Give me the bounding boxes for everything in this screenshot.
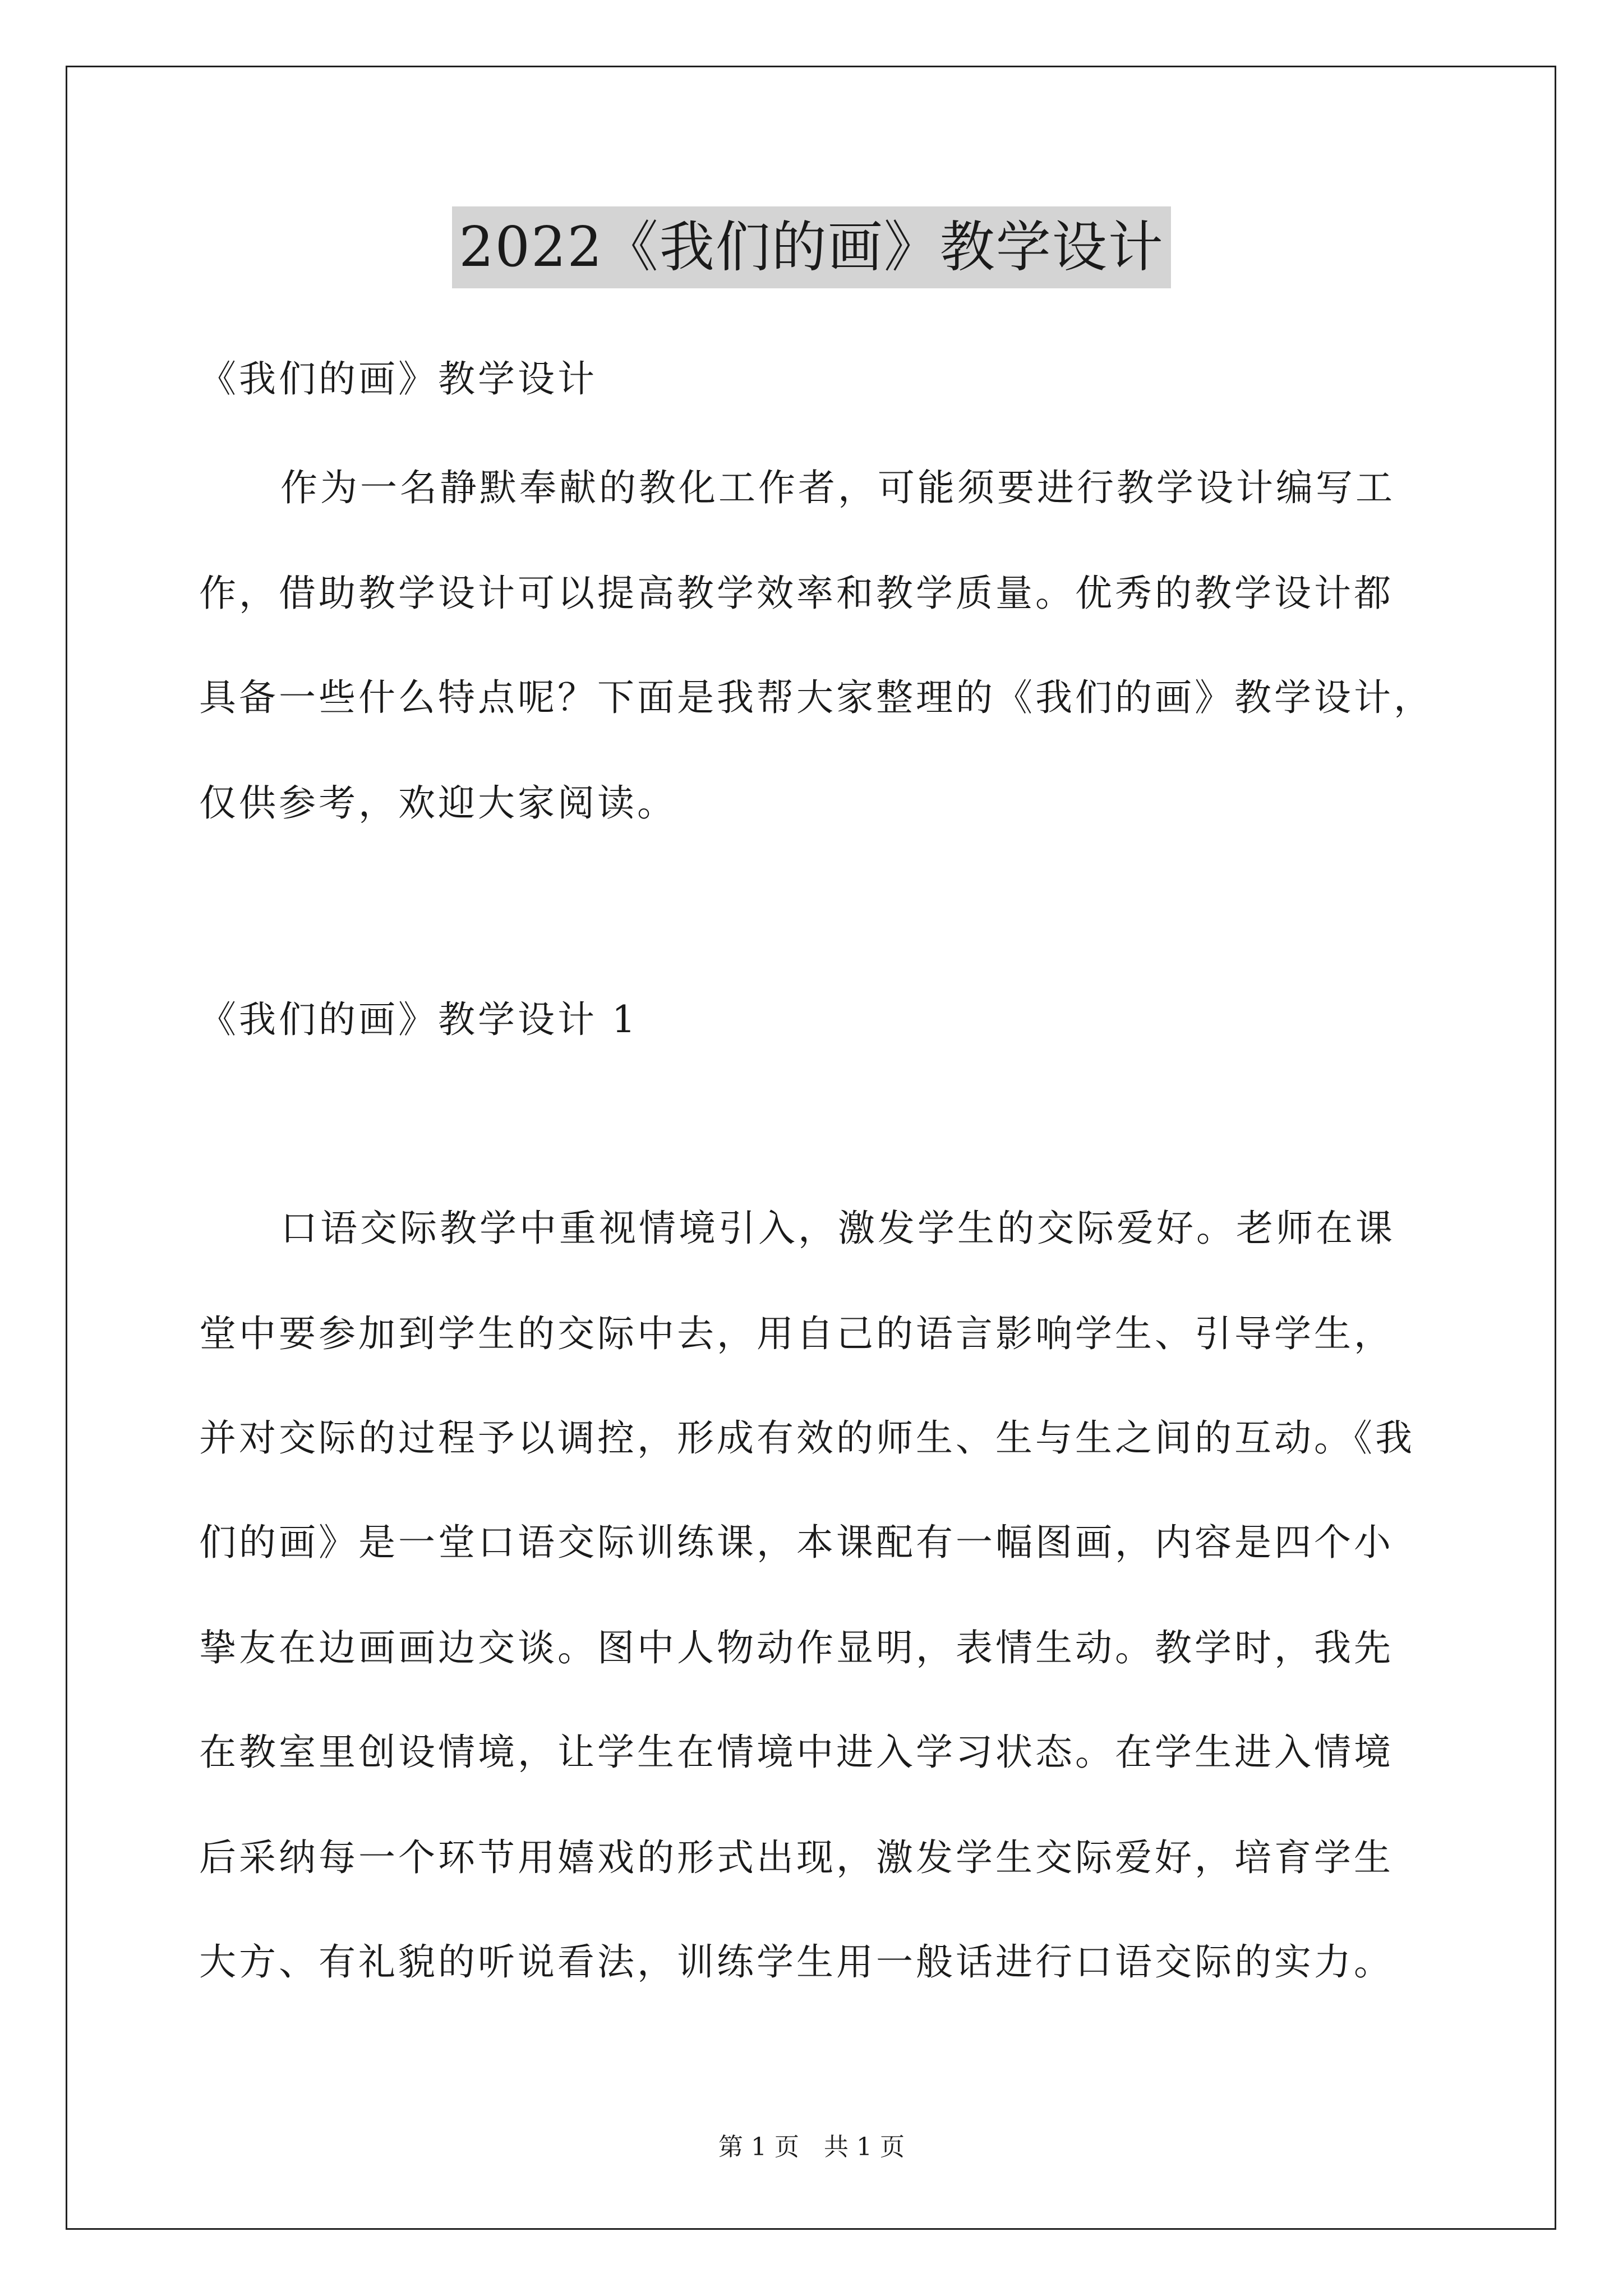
paragraph-line: 具备一些什么特点呢？下面是我帮大家整理的《我们的画》教学设计， bbox=[199, 676, 1433, 719]
paragraph-line: 作为一名静默奉献的教化工作者，可能须要进行教学设计编写工 bbox=[280, 466, 1395, 509]
paragraph-line: 仅供参考，欢迎大家阅读。 bbox=[199, 781, 677, 825]
paragraph-line: 们的画》是一堂口语交际训练课，本课配有一幅图画，内容是四个小 bbox=[199, 1521, 1394, 1564]
title-container bbox=[0, 206, 1623, 288]
paragraph-line: 作，借助教学设计可以提高教学效率和教学质量。优秀的教学设计都 bbox=[199, 572, 1394, 615]
paragraph-line: 并对交际的过程予以调控，形成有效的师生、生与生之间的互动。《我 bbox=[199, 1416, 1415, 1460]
paragraph-line: 挚友在边画画边交谈。图中人物动作显明，表情生动。教学时，我先 bbox=[199, 1626, 1394, 1669]
page-title: 2022《我们的画》教学设计 bbox=[452, 206, 1170, 288]
paragraph-line: 大方、有礼貌的听说看法，训练学生用一般话进行口语交际的实力。 bbox=[199, 1940, 1394, 1984]
section-heading: 《我们的画》教学设计 bbox=[199, 357, 597, 401]
page-footer: 第 1 页 共 1 页 bbox=[718, 2133, 905, 2161]
paragraph-line: 口语交际教学中重视情境引入，激发学生的交际爱好。老师在课 bbox=[280, 1207, 1395, 1250]
paragraph-line: 堂中要参加到学生的交际中去，用自己的语言影响学生、引导学生， bbox=[199, 1312, 1394, 1355]
paragraph-line: 在教室里创设情境，让学生在情境中进入学习状态。在学生进入情境 bbox=[199, 1731, 1394, 1774]
section-heading: 《我们的画》教学设计 1 bbox=[199, 998, 638, 1041]
paragraph-line: 后采纳每一个环节用嬉戏的形式出现，激发学生交际爱好，培育学生 bbox=[199, 1836, 1394, 1879]
